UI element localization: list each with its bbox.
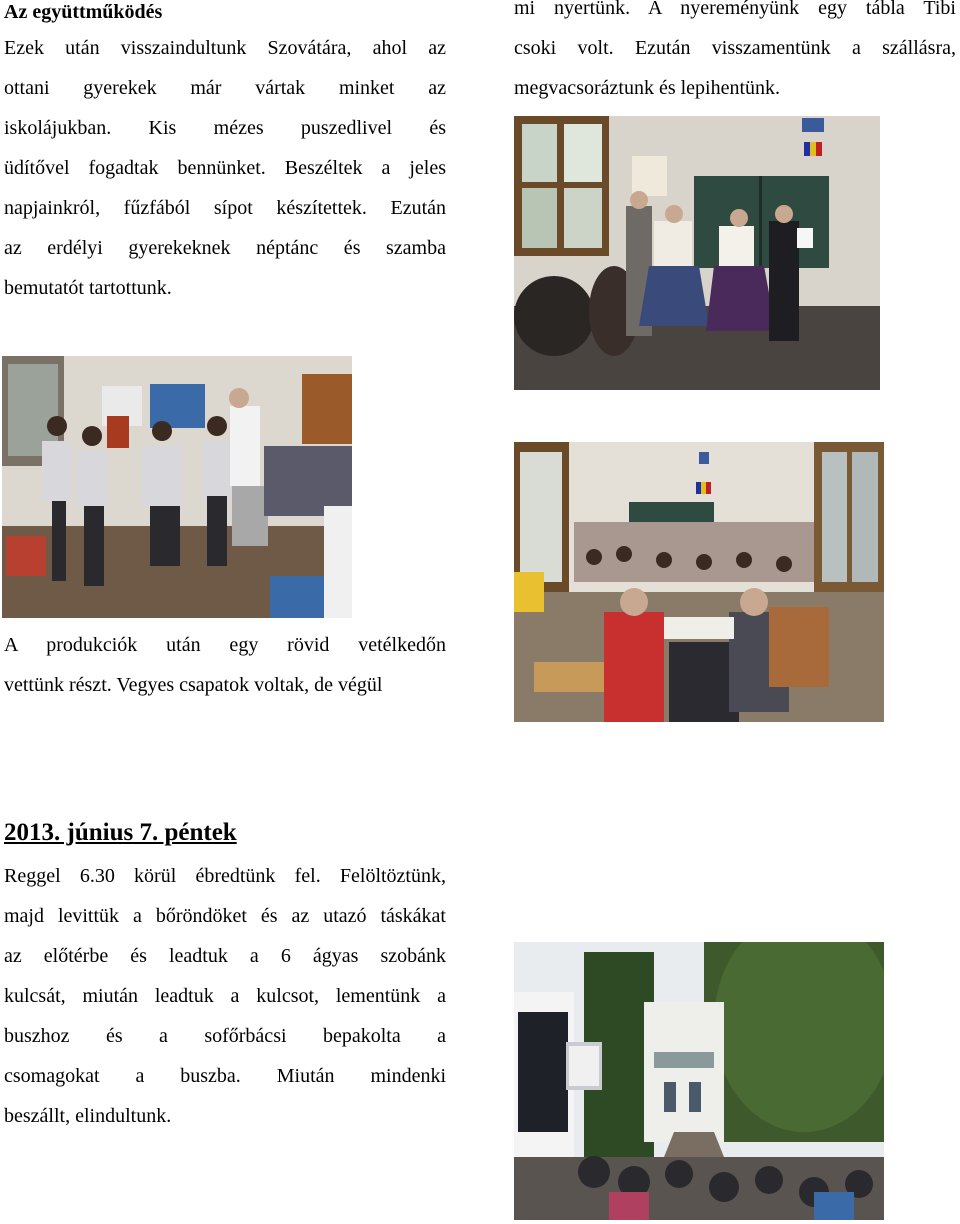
paragraph-line: iskolájukban. Kis mézes puszedlivel és (4, 117, 446, 139)
paragraph-line: bemutatót tartottunk. (4, 277, 172, 299)
paragraph-line: vettünk részt. Vegyes csapatok voltak, de végül (4, 674, 383, 696)
paragraph-line: majd levittük a bőröndöket és az utazó táskákat (4, 905, 446, 927)
paragraph-line: beszállt, elindultunk. (4, 1105, 172, 1127)
paragraph-line: kulcsát, miután leadtuk a kulcsot, lementünk a (4, 985, 446, 1007)
bus-departure-photo (514, 942, 884, 1220)
paragraph-line: megvacsoráztunk és lepihentünk. (514, 77, 781, 99)
paragraph-line: buszhoz és a sofőrbácsi bepakolta a (4, 1025, 446, 1047)
folk-dance-photo (514, 116, 880, 390)
section-heading: Az együttműködés (4, 1, 163, 23)
quiz-photo (514, 442, 884, 722)
paragraph-line: csomagokat a buszba. Miután mindenki (4, 1065, 446, 1087)
paragraph-line: ottani gyerekek már vártak minket az (4, 77, 446, 99)
paragraph-line: A produkciók után egy rövid vetélkedőn (4, 634, 446, 656)
date-heading: 2013. június 7. péntek (4, 819, 237, 846)
paragraph-line: az erdélyi gyerekeknek néptánc és szamba (4, 237, 446, 259)
paragraph-line: csoki volt. Ezután visszamentünk a szállásra, (514, 37, 956, 59)
paragraph-line: az előtérbe és leadtuk a 6 ágyas szobánk (4, 945, 446, 967)
paragraph-line: Ezek után visszaindultunk Szovátára, ahol az (4, 37, 446, 59)
paragraph-line: mi nyertünk. A nyereményünk egy tábla Tibi (514, 0, 956, 19)
paragraph-line: napjainkról, fűzfából sípot készítettek. Ezután (4, 197, 446, 219)
paragraph-line: üdítővel fogadtak bennünket. Beszéltek a jeles (4, 157, 446, 179)
samba-demo-photo (2, 356, 352, 618)
paragraph-line: Reggel 6.30 körül ébredtünk fel. Felöltöztünk, (4, 865, 446, 887)
